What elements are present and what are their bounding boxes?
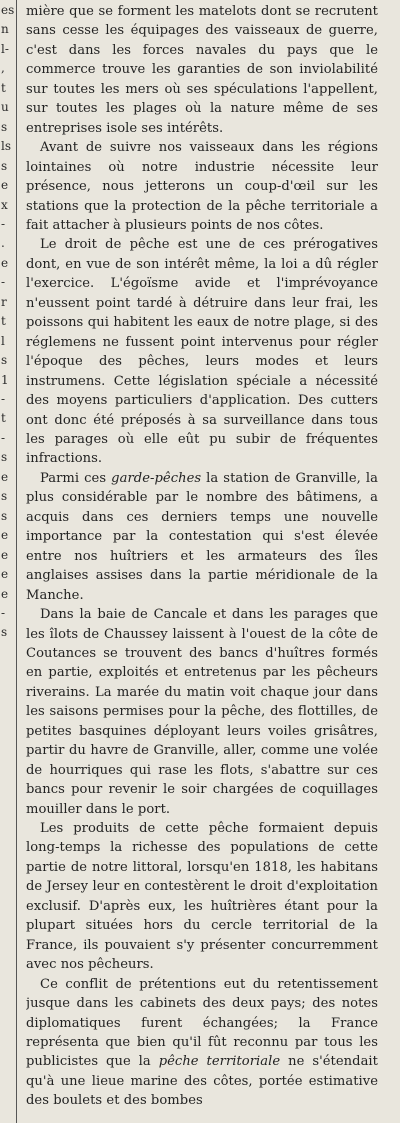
margin-fragment: s <box>1 508 8 523</box>
margin-fragment: s <box>1 158 8 173</box>
paragraph <box>26 605 378 819</box>
margin-fragment: - <box>1 430 6 445</box>
margin-fragment: es <box>1 3 14 17</box>
margin-fragment: t <box>1 314 6 329</box>
margin-fragment: t <box>1 411 6 426</box>
text-run: Parmi ces <box>40 470 112 486</box>
margin-fragment: , <box>1 61 5 76</box>
margin-fragment: x <box>1 197 8 212</box>
text-run: la station de Granville, la plus considérable par le nombre des bâtimens, a acquis dans ces derniers temps une nouvelle importance par la contestation qui s'est élevée entre nos huîtriers et les armateurs des îles anglaises assises dans la partie méridionale de la Manche. <box>26 470 378 603</box>
margin-fragment: s <box>1 450 8 465</box>
margin-fragment: r <box>1 294 7 309</box>
margin-fragment: e <box>1 469 9 484</box>
margin-fragment: - <box>1 605 6 620</box>
margin-fragment: 1 <box>1 372 9 387</box>
paragraph <box>26 819 378 975</box>
margin-fragment: s <box>1 353 8 368</box>
text-run: Le droit de pêche est une de ces prérogatives dont, en vue de son intérêt même, la loi a dû régler l'exercice. L'égoïsme avide et l'imprévoyance n'eussent point tardé à détruire dans leur frai, les poissons qui habitent les eaux de notre plage, si des réglemens ne fussent point intervenus pour régler l'époque des pêches, leurs modes et leurs instrumens. Cette législation spéciale a nécessité des moyens particuliers d'application. Des cutters ont donc été préposés à sa surveillance dans tous les parages où elle eût pu subir de fréquentes infractions. <box>26 237 378 467</box>
margin-fragment: l- <box>1 41 9 56</box>
column-rule <box>16 0 17 1123</box>
margin-fragment: e <box>1 547 9 562</box>
margin-fragment: ls <box>1 139 11 154</box>
margin-fragment: . <box>1 236 5 251</box>
text-run: Ce conflit de prétentions eut du retentissement jusque dans les cabinets des deux pays; des notes diplomatiques furent échangées; la France représenta que bien qu'il fût reconnu par tous les publicistes que la <box>26 976 378 1070</box>
paragraph <box>26 138 378 235</box>
paragraph <box>26 469 378 605</box>
margin-fragment: l <box>1 333 5 348</box>
margin-fragment: s <box>1 119 8 134</box>
margin-fragment: s <box>1 625 8 640</box>
margin-fragment: - <box>1 392 6 406</box>
text-run: Les produits de cette pêche formaient depuis long-temps la richesse des populations de cette partie de notre littoral, lorsqu'en 1818, les habitans de Jersey leur en contestèrent le droit d'exploitation exclusif. D'après eux, les huîtrières étant pour la plupart situées hors du cercle territorial de la France, ils pouvaient s'y présenter concurremment avec nos pêcheurs. <box>26 821 378 973</box>
paragraph <box>26 2 378 138</box>
margin-fragment: e <box>1 528 9 543</box>
paragraph <box>26 235 378 468</box>
margin-fragment: e <box>1 567 9 582</box>
margin-fragment: s <box>1 489 8 504</box>
adjacent-column-fragments <box>0 0 14 1123</box>
text-run: Avant de suivre nos vaisseaux dans les régions lointaines où notre industrie nécessite leur présence, nous jetterons un coup-d'œil sur les stations que la protection de la pêche territoriale a fait attacher à plusieurs points de nos côtes. <box>26 140 378 233</box>
margin-fragment: n <box>1 22 9 37</box>
margin-fragment: e <box>1 178 9 193</box>
text-run: ne s'étendait qu'à une lieue marine des côtes, portée estimative des boulets et des bombes <box>26 1054 378 1109</box>
margin-fragment: t <box>1 80 6 95</box>
text-run: Dans la baie de Cancale et dans les parages que les îlots de Chaussey laissent à l'ouest de la côte de Coutances se trouvent des bancs d'huîtres formés en partie, exploités et entretenus par les pêcheurs riverains. La marée du matin voit chaque jour dans les saisons permises pour la pêche, des flottilles, de petites basquines déployant leurs voiles grisâtres, partir du havre de Granville, aller, comme une volée de hourriques qui rase les flots, s'abattre sur ces bancs pour revenir le soir chargées de coquillages mouiller dans le port. <box>26 607 378 817</box>
text-run: mière que se forment les matelots dont se recrutent sans cesse les équipages des vaisseaux de guerre, c'est dans les forces navales du pays que le commerce trouve les garanties de son inviolabilité sur toutes les mers où ses spéculations l'appellent, sur toutes les plages où la nature même de ses entreprises isole ses intérêts. <box>26 4 378 136</box>
paragraph <box>26 975 378 1111</box>
margin-fragment: e <box>1 586 9 601</box>
article-text-column <box>26 2 378 1122</box>
margin-fragment: - <box>1 275 6 290</box>
italic-term: pêche territoriale <box>158 1054 281 1070</box>
italic-term: garde-pêches <box>111 470 202 486</box>
margin-fragment: - <box>1 216 6 231</box>
margin-fragment: e <box>1 255 9 270</box>
margin-fragment: u <box>1 100 9 115</box>
